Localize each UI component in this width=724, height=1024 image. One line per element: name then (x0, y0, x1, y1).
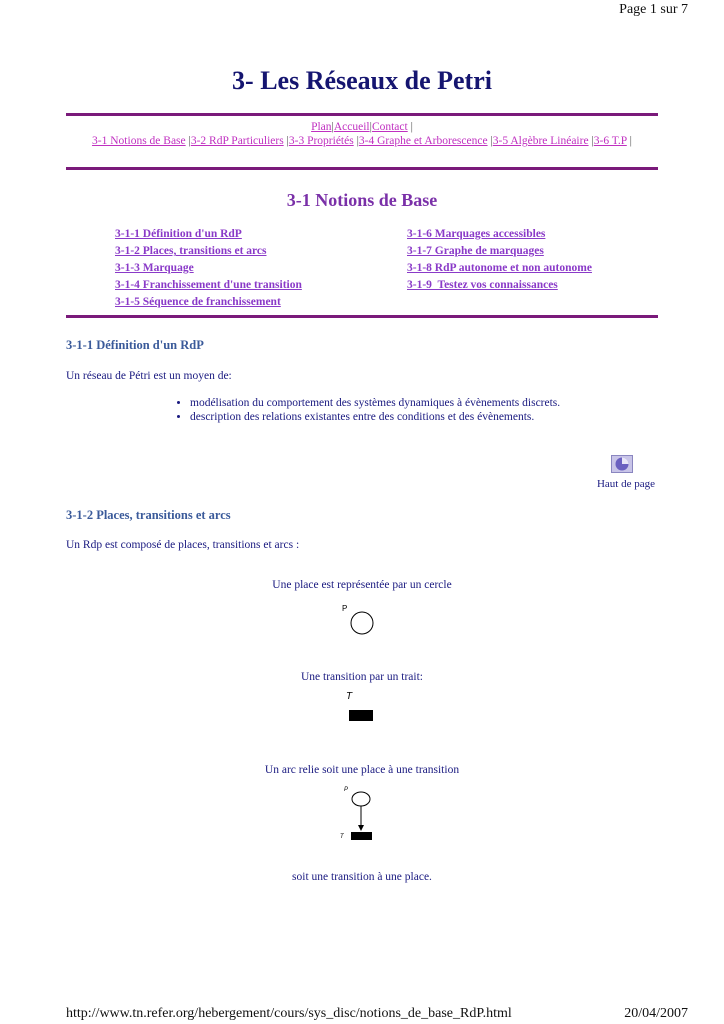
toc-link-3-1-6[interactable]: 3-1-6 Marquages accessibles (407, 228, 546, 240)
nav-separator: | (369, 121, 372, 133)
nav-link-contact[interactable]: Contact (371, 121, 408, 133)
definition-list (178, 397, 564, 424)
heading-3-1-2: 3-1-2 Places, transitions et arcs (66, 508, 231, 522)
toc-link-3-1-2[interactable]: 3-1-2 Places, transitions et arcs (115, 245, 267, 257)
place-circle (351, 612, 373, 634)
transition-label: T (346, 691, 353, 702)
toc-link-3-1-1[interactable]: 3-1-1 Définition d'un RdP (115, 228, 242, 240)
nav-separator: | (591, 135, 594, 147)
arc-figure (336, 782, 396, 844)
nav-separator: | (490, 135, 493, 147)
toc-link-3-1-3[interactable]: 3-1-3 Marquage (115, 262, 194, 274)
page-number: Page 1 sur 7 (619, 2, 688, 17)
nav-separator: | (331, 121, 334, 133)
footer-date: 20/04/2007 (624, 1006, 688, 1021)
arc-place-circle (352, 792, 370, 806)
footer-url: http://www.tn.refer.org/hebergement/cours/sys_disc/notions_de_base_RdP.html (66, 1006, 512, 1021)
nav-separator: | (410, 121, 413, 133)
nav-separator: | (286, 135, 289, 147)
place-figure (336, 601, 396, 641)
nav-link-3-6[interactable]: 3-6 T.P (593, 135, 627, 147)
nav-link-3-4[interactable]: 3-4 Graphe et Arborescence (358, 135, 488, 147)
divider (66, 113, 658, 116)
intro-3-1-2: Un Rdp est composé de places, transitions et arcs : (66, 539, 300, 551)
nav-row-chapters (0, 135, 724, 147)
arc-place-label: P (344, 787, 349, 793)
transition-caption: Une transition par un trait: (301, 671, 423, 683)
nav-link-3-5[interactable]: 3-5 Algèbre Linéaire (492, 135, 589, 147)
toc-link-3-1-8[interactable]: 3-1-8 RdP autonome et non autonome (407, 262, 592, 274)
arc-caption: Un arc relie soit une place à une transition (264, 764, 460, 776)
closing-text: soit une transition à une place. (292, 871, 432, 883)
nav-link-3-3[interactable]: 3-3 Propriétés (288, 135, 354, 147)
place-caption: Une place est représentée par un cercle (272, 579, 452, 591)
list-item: • description des relations existantes entre des conditions et des évènements. (190, 411, 564, 424)
place-label: P (342, 604, 348, 613)
toc-left (115, 226, 302, 311)
toc-link-3-1-4[interactable]: 3-1-4 Franchissement d'une transition (115, 279, 302, 291)
toc-right (407, 226, 592, 294)
nav-separator: | (188, 135, 191, 147)
nav-link-3-2[interactable]: 3-2 RdP Particuliers (190, 135, 284, 147)
divider (66, 315, 658, 318)
back-to-top-link[interactable]: Haut de page (596, 478, 655, 490)
intro-3-1-1: Un réseau de Pétri est un moyen de: (66, 370, 232, 382)
heading-3-1-1: 3-1-1 Définition d'un RdP (66, 338, 204, 352)
arc-transition-label: T (340, 834, 344, 840)
arrow-head-icon (358, 825, 364, 831)
nav-separator: | (356, 135, 359, 147)
transition-figure (336, 688, 396, 724)
list-item: • modélisation du comportement des systèmes dynamiques à évènements discrets. (190, 397, 564, 410)
page-title: 3- Les Réseaux de Petri (232, 66, 492, 95)
nav-link-3-1[interactable]: 3-1 Notions de Base (92, 135, 186, 147)
toc-link-3-1-9[interactable]: 3-1-9 Testez vos connaissances (407, 279, 558, 291)
back-to-top-icon[interactable] (611, 455, 633, 473)
transition-bar (349, 710, 373, 721)
nav-row-primary (0, 121, 724, 133)
nav-separator: | (629, 135, 632, 147)
nav-link-accueil[interactable]: Accueil (333, 121, 370, 133)
toc-link-3-1-7[interactable]: 3-1-7 Graphe de marquages (407, 245, 544, 257)
divider (66, 167, 658, 170)
arc-transition-bar (351, 832, 372, 840)
nav-link-plan[interactable]: Plan (311, 121, 332, 133)
section-title: 3-1 Notions de Base (286, 190, 438, 210)
toc-link-3-1-5[interactable]: 3-1-5 Séquence de franchissement (115, 296, 281, 308)
